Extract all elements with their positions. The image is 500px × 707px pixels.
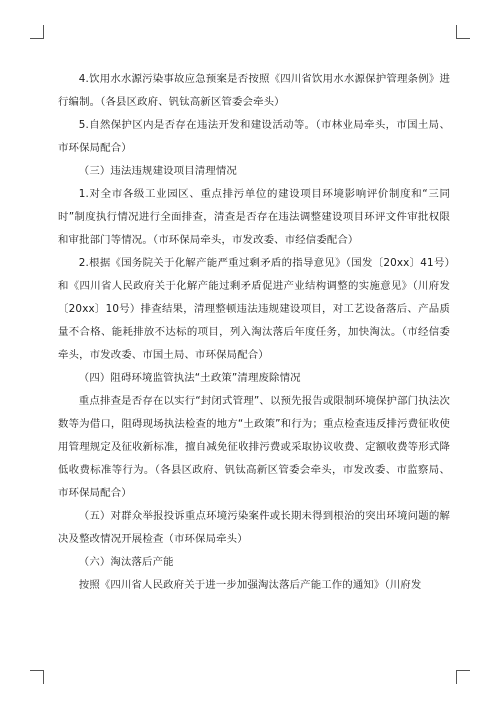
document-body bbox=[58, 68, 450, 597]
section-heading-4: （四）阻碍环境监管执法“土政策”清理废除情况 bbox=[78, 372, 301, 384]
crop-mark-bottom-left-h bbox=[30, 670, 44, 671]
paragraph-body-last: 按照《四川省人民政府关于进一步加强淘汰落后产能工作的通知》（川府发 bbox=[78, 579, 422, 591]
section-heading-6: （六）淘汰落后产能 bbox=[78, 556, 174, 568]
paragraph-item-5: 5.自然保护区内是否存在违法开发和建设活动等。（市林业局牵头，市国土局、市环保局配合） bbox=[58, 119, 450, 154]
crop-mark-bottom-left-v bbox=[43, 670, 44, 684]
crop-mark-bottom-right-v bbox=[456, 670, 457, 684]
section-heading-3: （三）违法违规建设项目清理情况 bbox=[78, 165, 237, 177]
paragraph-body: 重点排查是否存在以实行“封闭式管理”、以预先报告或限制环境保护部门执法次数等为借口，阻碍现场执法检查的地方“土政策”和行为；重点检查违反排污费征收使用管理规定及征收新标准，擅自减免征收排污费或采取协议收费、定额收费等形式降低收费标准等行为。（各县区政府、钒钛高新区管委会牵头，市发改委、市监察局、市环保局配合） bbox=[58, 395, 450, 499]
crop-mark-bottom-right-h bbox=[456, 670, 470, 671]
paragraph-item-1: 1.对全市各级工业园区、重点排污单位的建设项目环境影响评价制度和“三同时”制度执行情况进行全面排查，清查是否存在违法调整建设项目环评文件审批权限和审批部门等情况。（市环保局牵头，市发改委、市经信委配合） bbox=[58, 188, 450, 246]
crop-mark-top-left-v bbox=[43, 25, 44, 39]
crop-mark-top-right-v bbox=[456, 25, 457, 39]
crop-mark-top-right-h bbox=[456, 38, 470, 39]
paragraph-item-4: 4.饮用水水源污染事故应急预案是否按照《四川省饮用水水源保护管理条例》进行编制。（各县区政府、钒钛高新区管委会牵头） bbox=[58, 73, 450, 108]
crop-mark-top-left-h bbox=[30, 38, 44, 39]
section-heading-5: （五）对群众举报投诉重点环境污染案件或长期未得到根治的突出环境问题的解决及整改情况开展检查（市环保局牵头） bbox=[58, 510, 450, 545]
paragraph-item-2: 2.根据《国务院关于化解产能严重过剩矛盾的指导意见》（国发〔20xx〕41号）和《四川省人民政府关于化解产能过剩矛盾促进产业结构调整的实施意见》（川府发〔20xx〕10号）排查结果，清理整顿违法违规建设项目，对工艺设备落后、产品质量不合格、能耗排放不达标的项目，列入淘汰落后年度任务，加快淘汰。（市经信委牵头，市发改委、市国土局、市环保局配合） bbox=[58, 257, 450, 361]
